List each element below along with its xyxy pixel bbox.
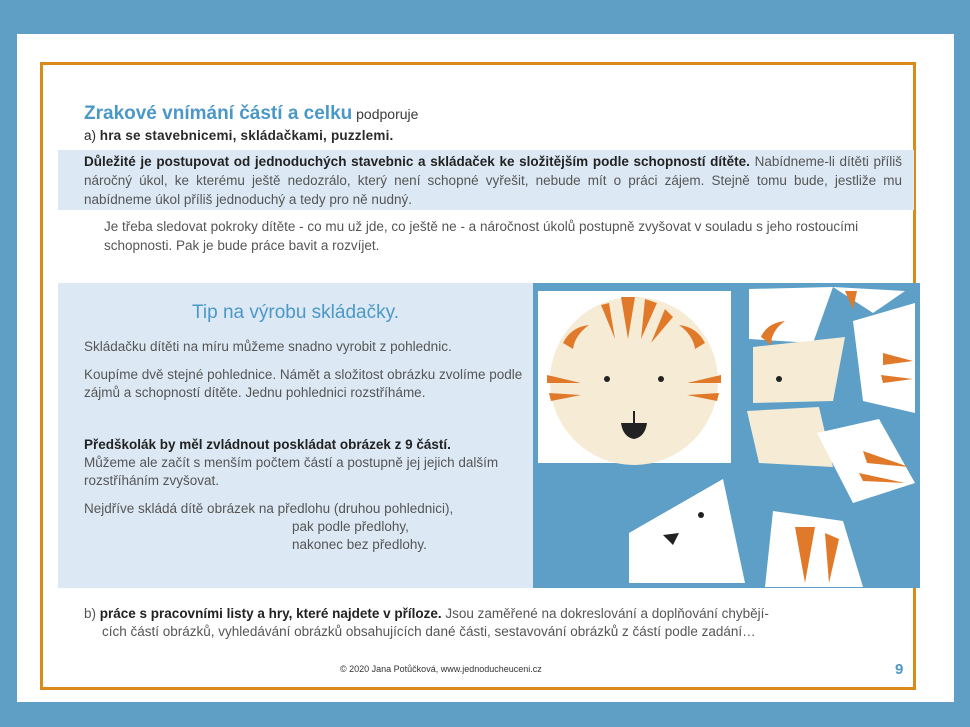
tip-paragraph-3-bold: Předškolák by měl zvládnout poskládat obrázek z 9 částí. [84, 437, 451, 452]
point-a-prefix: a) [84, 128, 100, 143]
puzzle-piece [817, 419, 915, 503]
point-b-prefix: b) [84, 606, 100, 621]
point-a [84, 128, 394, 143]
highlight-body: Nabídneme-li dítěti příliš náročný úkol, ke kterému ještě nedozrálo, který není schopné vyřešit, nebude mít o práci zájem. Stejně tomu bude, jestliže mu nabídneme úkol příliš jednoduchý a tedy pro ně nudný. [84, 154, 902, 207]
tiger-puzzle-image [533, 283, 920, 588]
puzzle-piece [753, 337, 845, 403]
tiger-eye [604, 376, 610, 382]
tip-paragraph-2: Koupíme dvě stejné pohlednice. Námět a složitost obrázku zvolíme podle zájmů a schopností dítěte. Jednu pohlednici rozstříháme. [84, 367, 523, 400]
tip-paragraph-3-body: Můžeme ale začít s menším počtem částí a postupně jej jejich dalším rozstříháním zvyšovat. [84, 455, 499, 488]
tip-paragraph-4-line2: pak podle předlohy, [292, 519, 409, 534]
tiger-eye [658, 376, 664, 382]
highlight-bold: Důležité je postupovat od jednoduchých stavebnic a skládaček ke složitějším podle schopností dítěte. [84, 154, 750, 169]
puzzle-piece [765, 511, 863, 587]
point-b-line2: cích částí obrázků, vyhledávání obrázků obsahujících dané části, sestavování obrázků z částí podle zadání… [102, 624, 756, 639]
point-b-bold: práce s pracovními listy a hry, které najdete v příloze. [99, 606, 442, 621]
page-number: 9 [895, 661, 904, 678]
progress-paragraph: Je třeba sledovat pokroky dítěte - co mu už jde, co ještě ne - a náročnost úkolů postupně zvyšovat v souladu s jeho rostoucími schopnosti. Pak je bude práce bavit a rozvíjet. [104, 219, 859, 253]
section-title-main: Zrakové vnímání částí a celku [84, 103, 353, 124]
tiger-face [550, 297, 718, 465]
footer-copyright: © 2020 Jana Potůčková, www.jednoducheuceni.cz [340, 664, 542, 674]
tiger-puzzle-illustration [533, 283, 920, 588]
puzzle-piece [749, 287, 833, 343]
tip-paragraph-4-line1: Nejdříve skládá dítě obrázek na předlohu (druhou pohlednici), [84, 501, 454, 516]
tip-paragraph-1: Skládačku dítěti na míru můžeme snadno vyrobit z pohlednic. [84, 339, 452, 354]
tiger-eye [698, 512, 704, 518]
tiger-eye [776, 376, 782, 382]
tip-paragraph-3 [84, 436, 524, 490]
section-title [84, 103, 418, 125]
point-b-line1: Jsou zaměřené na dokreslování a doplňování chybějí- [441, 606, 769, 621]
section-title-sub: podporuje [352, 106, 419, 122]
tip-paragraph-4 [84, 500, 544, 554]
highlight-text [84, 152, 902, 209]
point-a-text: hra se stavebnicemi, skládačkami, puzzlemi. [99, 128, 394, 143]
point-b [84, 605, 914, 641]
tip-paragraph-4-line3: nakonec bez předlohy. [292, 537, 427, 552]
puzzle-piece [629, 479, 745, 583]
tip-title: Tip na výrobu skládačky. [192, 302, 399, 323]
